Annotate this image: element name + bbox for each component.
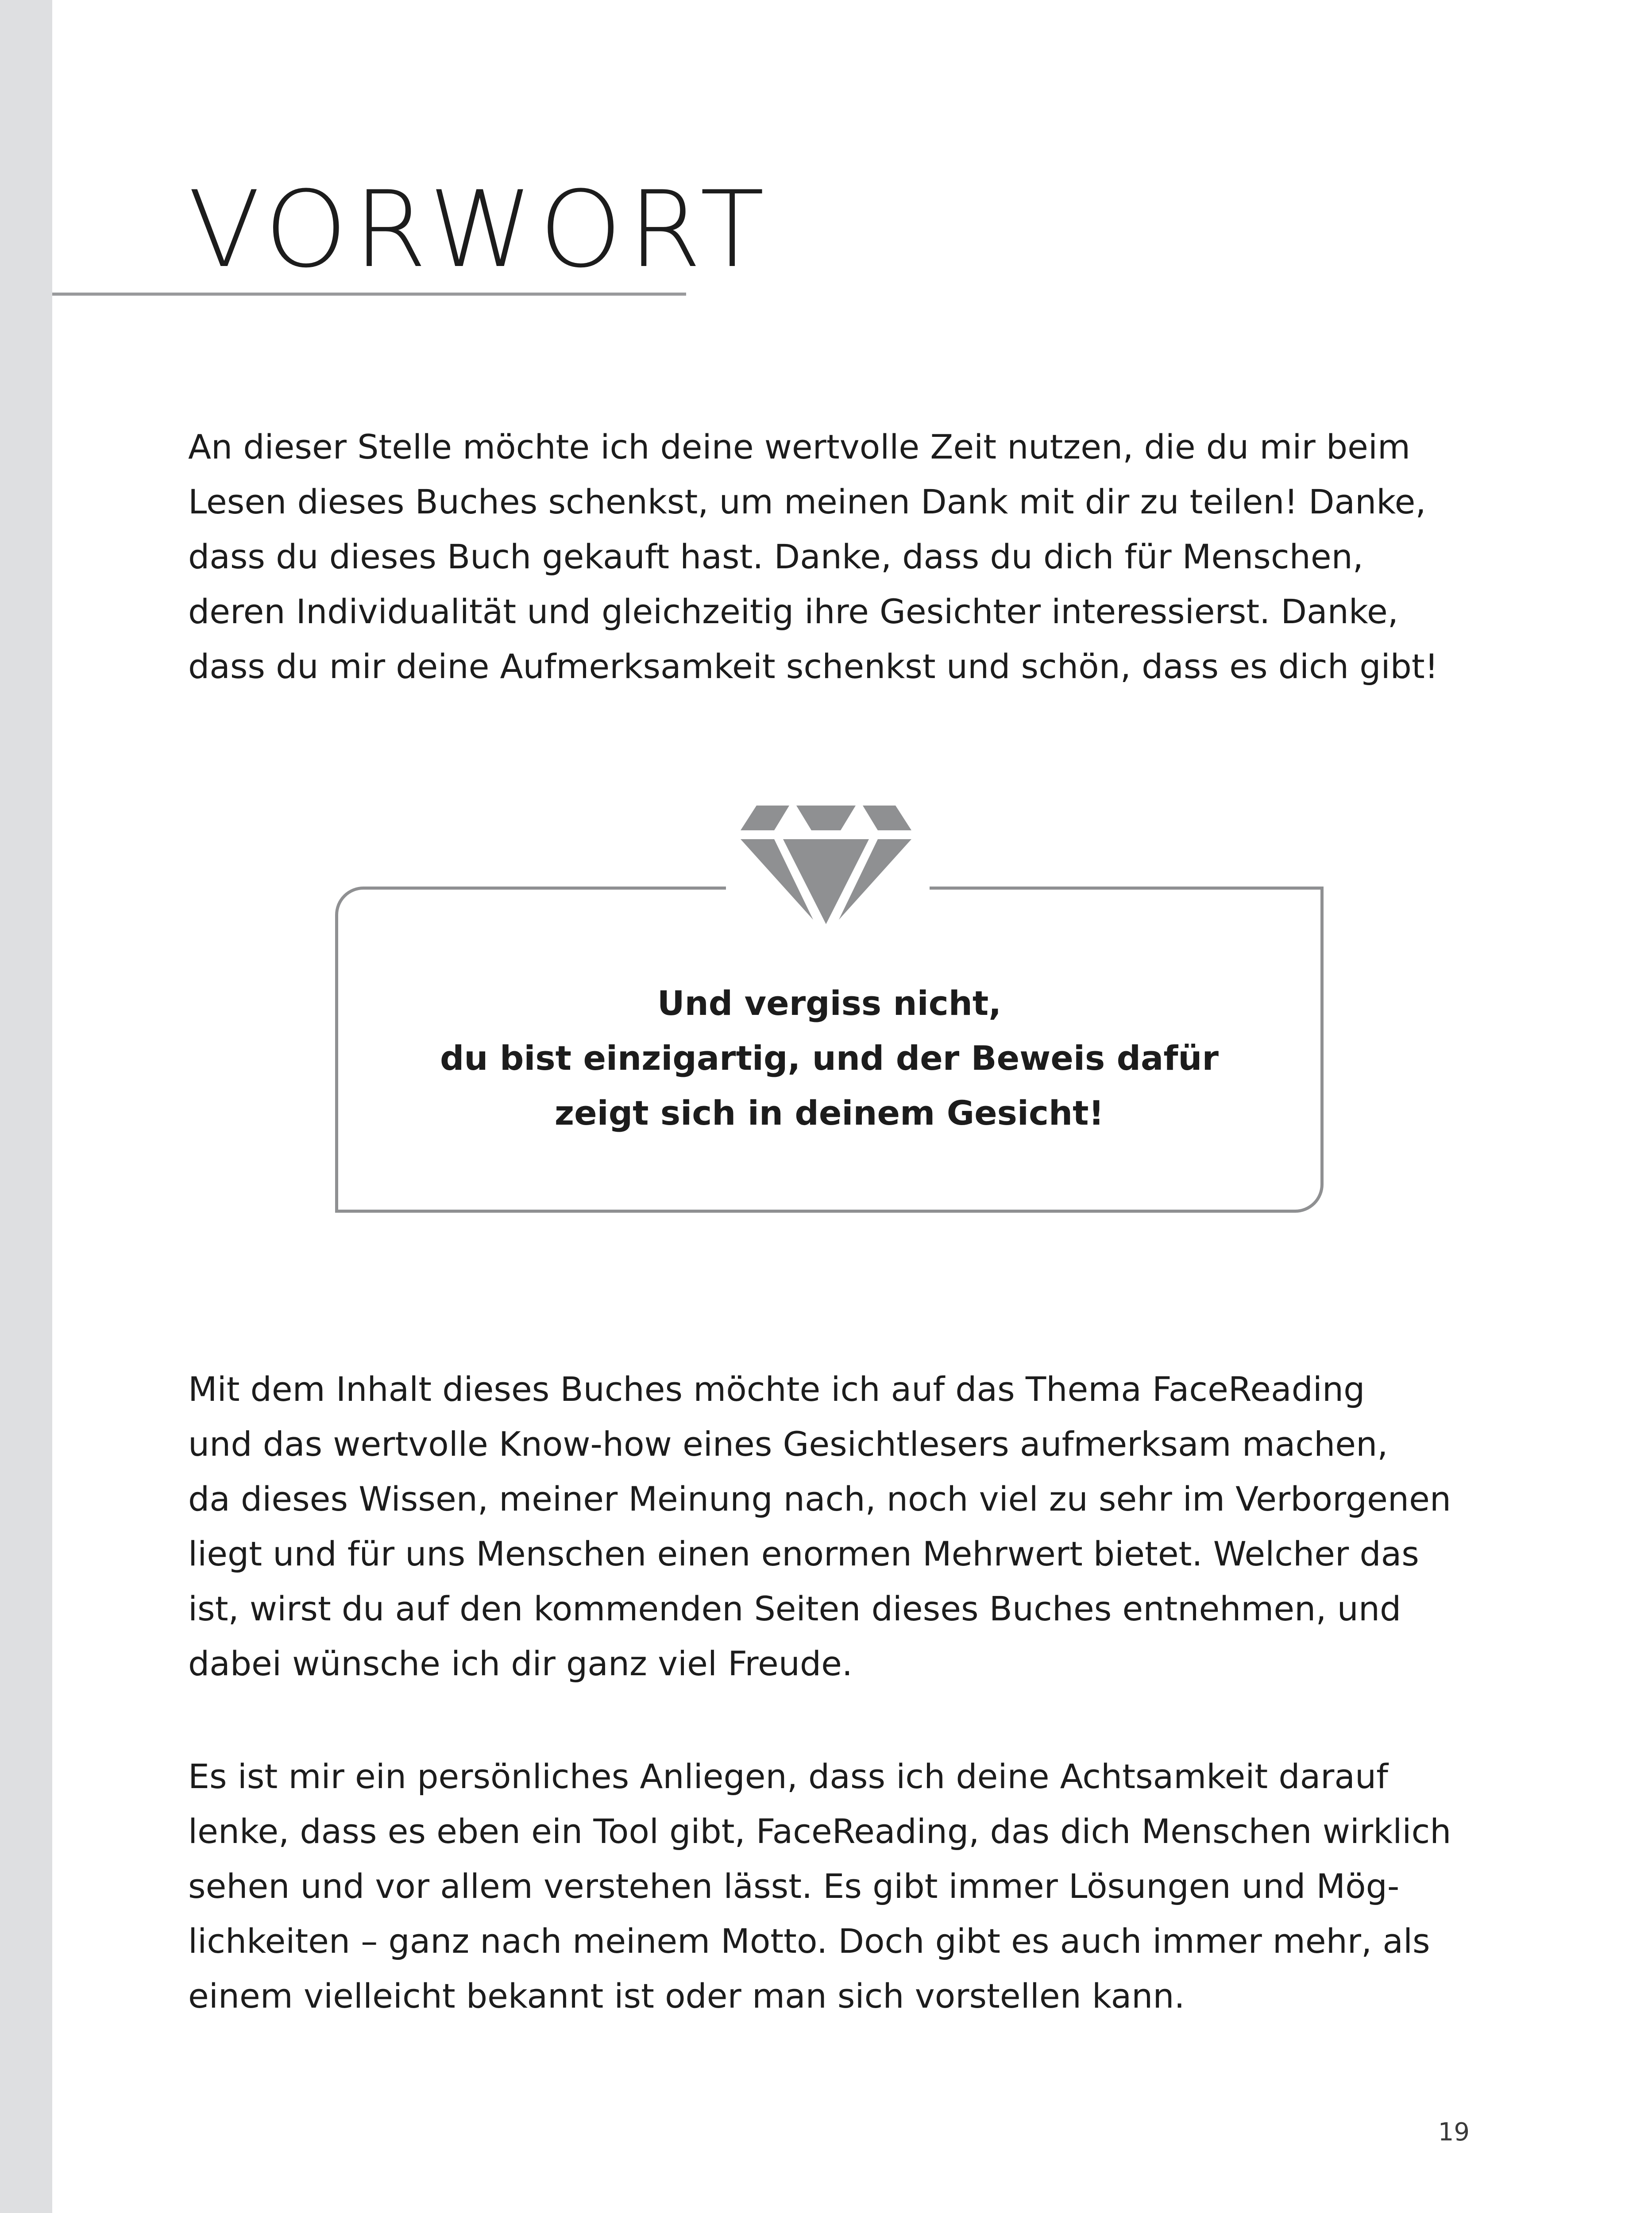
heading-underline	[52, 293, 686, 296]
body-paragraph-1: Mit dem Inhalt dieses Buches möchte ich auf das Thema FaceReading und das wertvolle Know-how eines Gesichtlesers aufmerksam machen, da dieses Wissen, meiner Meinung nach, noch viel zu sehr im Verborgenen liegt und für uns Menschen einen enormen Mehrwert bietet. Welcher das ist, wirst du auf den kommenden Seiten dieses Buches entnehmen, und dabei wünsche ich dir ganz viel Freude.	[188, 1369, 1451, 1683]
body-paragraph-2: Es ist mir ein persönliches Anliegen, dass ich deine Achtsamkeit darauf lenke, dass es eben ein Tool gibt, FaceReading, das dich Menschen wirklich sehen und vor allem verstehen lässt. Es gibt immer Lösungen und Mög- lichkeiten – ganz nach meinem Motto. Doch gibt es auch immer mehr, als einem vielleicht bekannt ist oder man sich vorstellen kann.	[188, 1757, 1451, 2016]
page-number: 19	[1438, 2118, 1470, 2147]
chapter-heading: VORWORT	[188, 169, 771, 291]
quote-text: Und vergiss nicht, du bist einzigartig, und der Beweis dafür zeigt sich in deinem Gesicht!	[440, 983, 1219, 1133]
intro-paragraph: An dieser Stelle möchte ich deine wertvolle Zeit nutzen, die du mir beim Lesen dieses Buches schenkst, um meinen Dank mit dir zu teilen! Danke, dass du dieses Buch gekauft hast. Danke, dass du dich für Menschen, deren Individualität und gleichzeitig ihre Gesichter interessierst. Danke, dass du mir deine Aufmerksamkeit schenkst und schön, dass es dich gibt!	[188, 427, 1439, 686]
page-edge-strip	[0, 0, 52, 2213]
diamond-icon	[741, 806, 911, 924]
